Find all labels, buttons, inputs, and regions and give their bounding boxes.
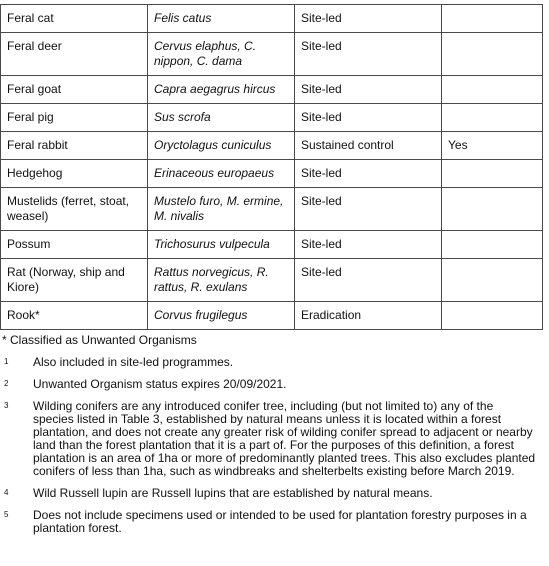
extra-cell <box>442 76 543 104</box>
common-name-cell: Rat (Norway, ship and Kiore) <box>1 259 148 302</box>
common-name-cell: Hedgehog <box>1 160 148 188</box>
extra-cell <box>442 104 543 132</box>
footnote-number: 5 <box>4 510 9 519</box>
scientific-name-cell: Rattus norvegicus, R. rattus, R. exulans <box>148 259 295 302</box>
common-name-cell: Mustelids (ferret, stoat, weasel) <box>1 188 148 231</box>
table-row <box>1 76 543 104</box>
extra-cell: Yes <box>442 132 543 160</box>
management-cell: Eradication <box>295 302 442 330</box>
footnote-number: 3 <box>4 401 9 410</box>
management-cell: Site-led <box>295 259 442 302</box>
table-row <box>1 231 543 259</box>
common-name-cell: Feral goat <box>1 76 148 104</box>
table-row <box>1 160 543 188</box>
footnote-item <box>0 487 543 500</box>
management-cell: Site-led <box>295 188 442 231</box>
footnote-text: Wilding conifers are any introduced conifer tree, including (but not limited to) any of the species listed in Table 3, established by natural means unless it is located within a forest plantation, and does not create any greater risk of wilding conifer spread to adjacent or nearby land than the forest plantation that it is a part of. For the purposes of this definition, a forest plantation is an area of 1ha or more of predominantly planted trees. This also excludes planted conifers of less than 1ha, such as windbreaks and shelterbelts existing before March 2019. <box>33 399 536 478</box>
table-row <box>1 104 543 132</box>
extra-cell <box>442 302 543 330</box>
management-cell: Site-led <box>295 104 442 132</box>
management-cell: Sustained control <box>295 132 442 160</box>
management-cell: Site-led <box>295 76 442 104</box>
scientific-name-cell: Oryctolagus cuniculus <box>148 132 295 160</box>
common-name-cell: Feral cat <box>1 5 148 33</box>
management-cell: Site-led <box>295 160 442 188</box>
table-row <box>1 33 543 76</box>
management-cell: Site-led <box>295 231 442 259</box>
extra-cell <box>442 259 543 302</box>
pest-species-table <box>0 4 543 330</box>
common-name-cell: Rook* <box>1 302 148 330</box>
footnote-text: Also included in site-led programmes. <box>33 355 234 369</box>
footnote-item <box>0 378 543 391</box>
common-name-cell: Possum <box>1 231 148 259</box>
scientific-name-cell: Mustelo furo, M. ermine, M. nivalis <box>148 188 295 231</box>
common-name-cell: Feral deer <box>1 33 148 76</box>
extra-cell <box>442 160 543 188</box>
common-name-cell: Feral pig <box>1 104 148 132</box>
extra-cell <box>442 231 543 259</box>
scientific-name-cell: Felis catus <box>148 5 295 33</box>
footnote-text: Does not include specimens used or intended to be used for plantation forestry purposes in a plantation forest. <box>33 508 527 535</box>
footnote-item <box>0 509 543 535</box>
table-row <box>1 302 543 330</box>
footnote-item <box>0 356 543 369</box>
management-cell: Site-led <box>295 33 442 76</box>
scientific-name-cell: Trichosurus vulpecula <box>148 231 295 259</box>
table-row <box>1 188 543 231</box>
scientific-name-cell: Cervus elaphus, C. nippon, C. dama <box>148 33 295 76</box>
scientific-name-cell: Erinaceous europaeus <box>148 160 295 188</box>
scientific-name-cell: Corvus frugilegus <box>148 302 295 330</box>
management-cell: Site-led <box>295 5 442 33</box>
footnotes-section <box>0 333 543 544</box>
scientific-name-cell: Capra aegagrus hircus <box>148 76 295 104</box>
footnote-number: 1 <box>4 357 9 366</box>
extra-cell <box>442 33 543 76</box>
footnote-text: Wild Russell lupin are Russell lupins that are established by natural means. <box>33 486 433 500</box>
classified-note: * Classified as Unwanted Organisms <box>2 333 197 347</box>
table-row <box>1 5 543 33</box>
footnote-text: Unwanted Organism status expires 20/09/2021. <box>33 377 287 391</box>
footnote-number: 4 <box>4 488 9 497</box>
footnote-number: 2 <box>4 379 9 388</box>
common-name-cell: Feral rabbit <box>1 132 148 160</box>
footnote-item <box>0 400 543 478</box>
table-row <box>1 259 543 302</box>
extra-cell <box>442 5 543 33</box>
scientific-name-cell: Sus scrofa <box>148 104 295 132</box>
table-row <box>1 132 543 160</box>
extra-cell <box>442 188 543 231</box>
